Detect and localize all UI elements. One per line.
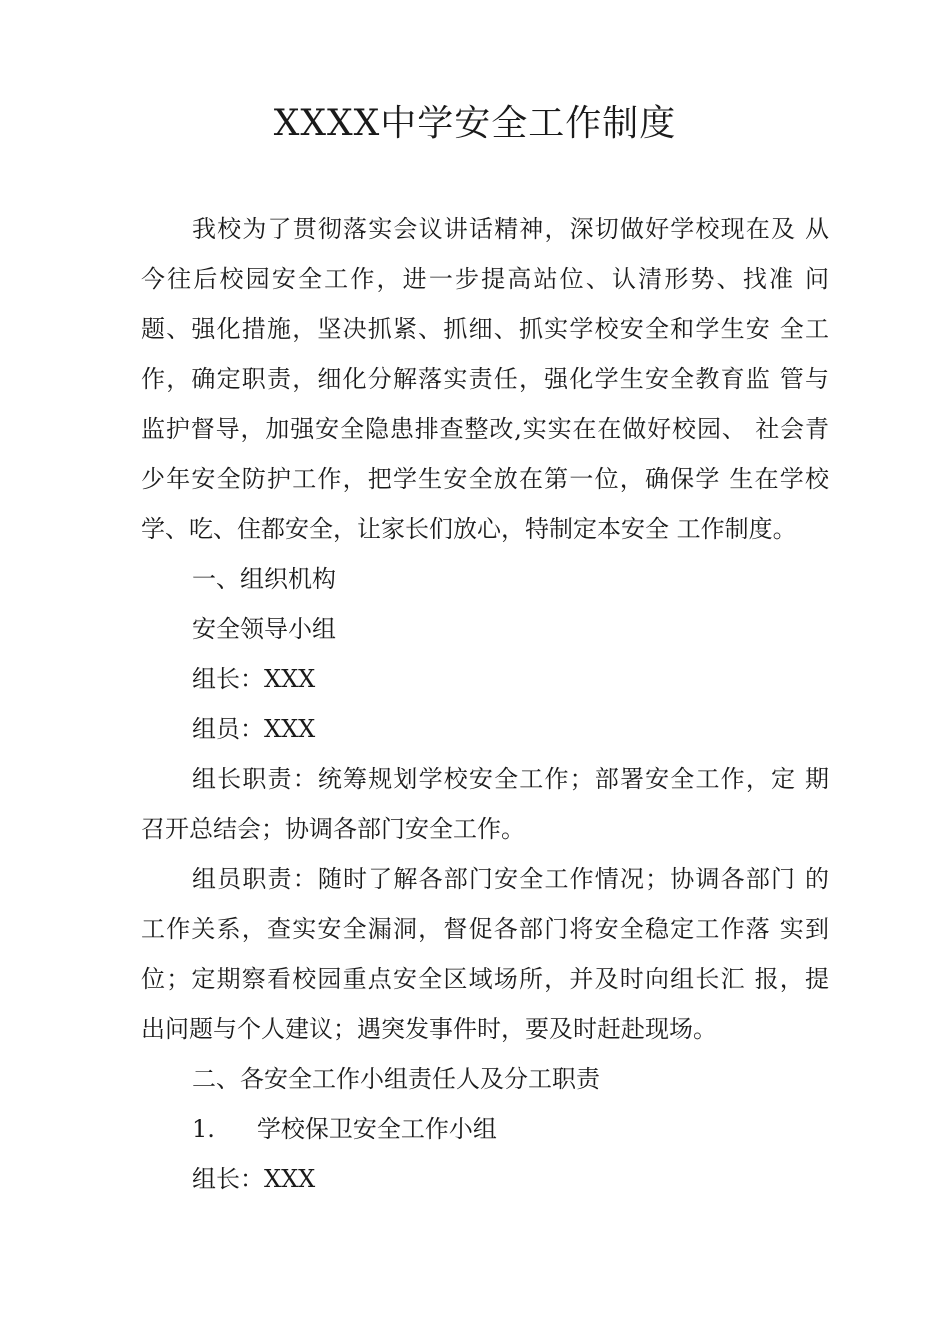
numbered-item: [141, 1104, 829, 1154]
section-heading-organization: 一、组织机构: [192, 565, 336, 593]
intro-line: 题、强化措施，坚决抓紧、抓细、抓实学校安全和学生安 全工: [141, 315, 829, 343]
leader-duty-line: 组长职责：统筹规划学校安全工作；部署安全工作，定 期: [192, 765, 829, 793]
member-duty-line: 组员职责：随时了解各部门安全工作情况；协调各部门 的: [192, 865, 829, 893]
intro-line: 我校为了贯彻落实会议讲话精神，深切做好学校现在及 从: [192, 215, 829, 243]
intro-line: 作，确定职责，细化分解落实责任，强化学生安全教育监 管与: [141, 365, 829, 393]
intro-line: 今往后校园安全工作，进一步提高站位、认清形势、找准 问: [141, 265, 829, 293]
member-duty-line: 位；定期察看校园重点安全区域场所，并及时向组长汇 报，提: [141, 965, 829, 993]
section-heading-responsibilities: 二、各安全工作小组责任人及分工职责: [192, 1065, 600, 1093]
item-leader-line: 组长：XXX: [192, 1165, 316, 1193]
document-title: XXXX中学安全工作制度: [273, 103, 677, 144]
intro-line: 学、吃、住都安全，让家长们放心，特制定本安全 工作制度。: [141, 515, 797, 543]
member-duty-paragraph: [141, 854, 829, 1054]
leader-duty-paragraph: [141, 754, 829, 854]
member-line: 组员：XXX: [192, 715, 316, 743]
intro-paragraph: [141, 204, 829, 554]
member-duty-line: 工作关系，查实安全漏洞，督促各部门将安全稳定工作落 实到: [141, 915, 829, 943]
item-number: 1.: [192, 1115, 215, 1143]
member-duty-line: 出问题与个人建议；遇突发事件时，要及时赶赴现场。: [141, 1015, 717, 1043]
group-name: 安全领导小组: [192, 615, 336, 643]
intro-line: 监护督导，加强安全隐患排查整改,实实在在做好校园、 社会青: [141, 415, 829, 443]
document-body: [141, 204, 829, 1204]
leader-duty-line: 召开总结会；协调各部门安全工作。: [141, 815, 525, 843]
item-title: 学校保卫安全工作小组: [256, 1115, 497, 1143]
leader-line: 组长：XXX: [192, 665, 316, 693]
intro-line: 少年安全防护工作，把学生安全放在第一位，确保学 生在学校: [141, 465, 829, 493]
